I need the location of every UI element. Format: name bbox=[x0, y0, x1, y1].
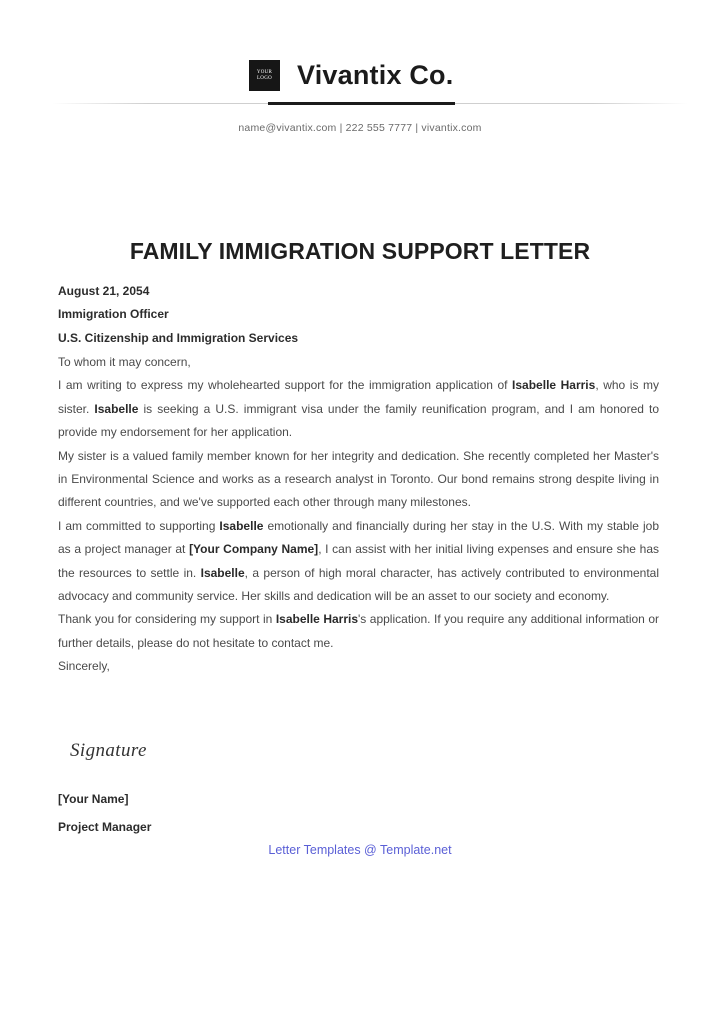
closing: Sincerely, bbox=[58, 659, 110, 674]
company-name: Vivantix Co. bbox=[297, 60, 454, 90]
header-accent-divider bbox=[268, 102, 455, 105]
letter-body bbox=[58, 351, 659, 679]
paragraph-background: My sister is a valued family member known for her integrity and dedication. She recently completed her Master's in Environmental Science and works as a research analyst in Toronto. Our bond remains strong despite living in different countries, and we've supported each other through many milestones. bbox=[58, 448, 659, 510]
contact-line: name@vivantix.com | 222 555 7777 | vivantix.com bbox=[238, 122, 482, 134]
sender-role: Project Manager bbox=[58, 820, 152, 834]
paragraph-commitment: I am committed to supporting Isabelle emotionally and financially during her stay in the U.S. With my stable job as a project manager at [Your Company Name], I can assist with her initial living expenses and ensure she has the resources to settle in. Isabelle, a person of high moral character, has actively contributed to environmental advocacy and community service. Her skills and dedication will be an asset to our society and economy. bbox=[58, 518, 660, 604]
signature: Signature bbox=[70, 740, 147, 761]
template-credit-link[interactable]: Letter Templates @ Template.net bbox=[268, 843, 452, 857]
letterhead bbox=[0, 58, 720, 98]
letter-title: FAMILY IMMIGRATION SUPPORT LETTER bbox=[129, 238, 591, 264]
company-logo bbox=[249, 60, 280, 91]
logo-placeholder-text: YOUR LOGO bbox=[256, 69, 273, 81]
paragraph-intro: I am writing to express my wholehearted support for the immigration application of Isabelle Harris, who is my sister. Isabelle is seeking a U.S. immigrant visa under the family reunification program, and I am honored to provide my endorsement for her application. bbox=[58, 378, 659, 440]
paragraph-closing: Thank you for considering my support in Isabelle Harris's application. If you require any additional information or further details, please do not hesitate to contact me. bbox=[58, 612, 659, 650]
sender-name: [Your Name] bbox=[58, 792, 129, 806]
letter-date: August 21, 2054 bbox=[58, 284, 150, 298]
recipient-title: Immigration Officer bbox=[58, 307, 169, 321]
recipient-agency: U.S. Citizenship and Immigration Services bbox=[58, 331, 299, 345]
salutation: To whom it may concern, bbox=[58, 355, 191, 369]
